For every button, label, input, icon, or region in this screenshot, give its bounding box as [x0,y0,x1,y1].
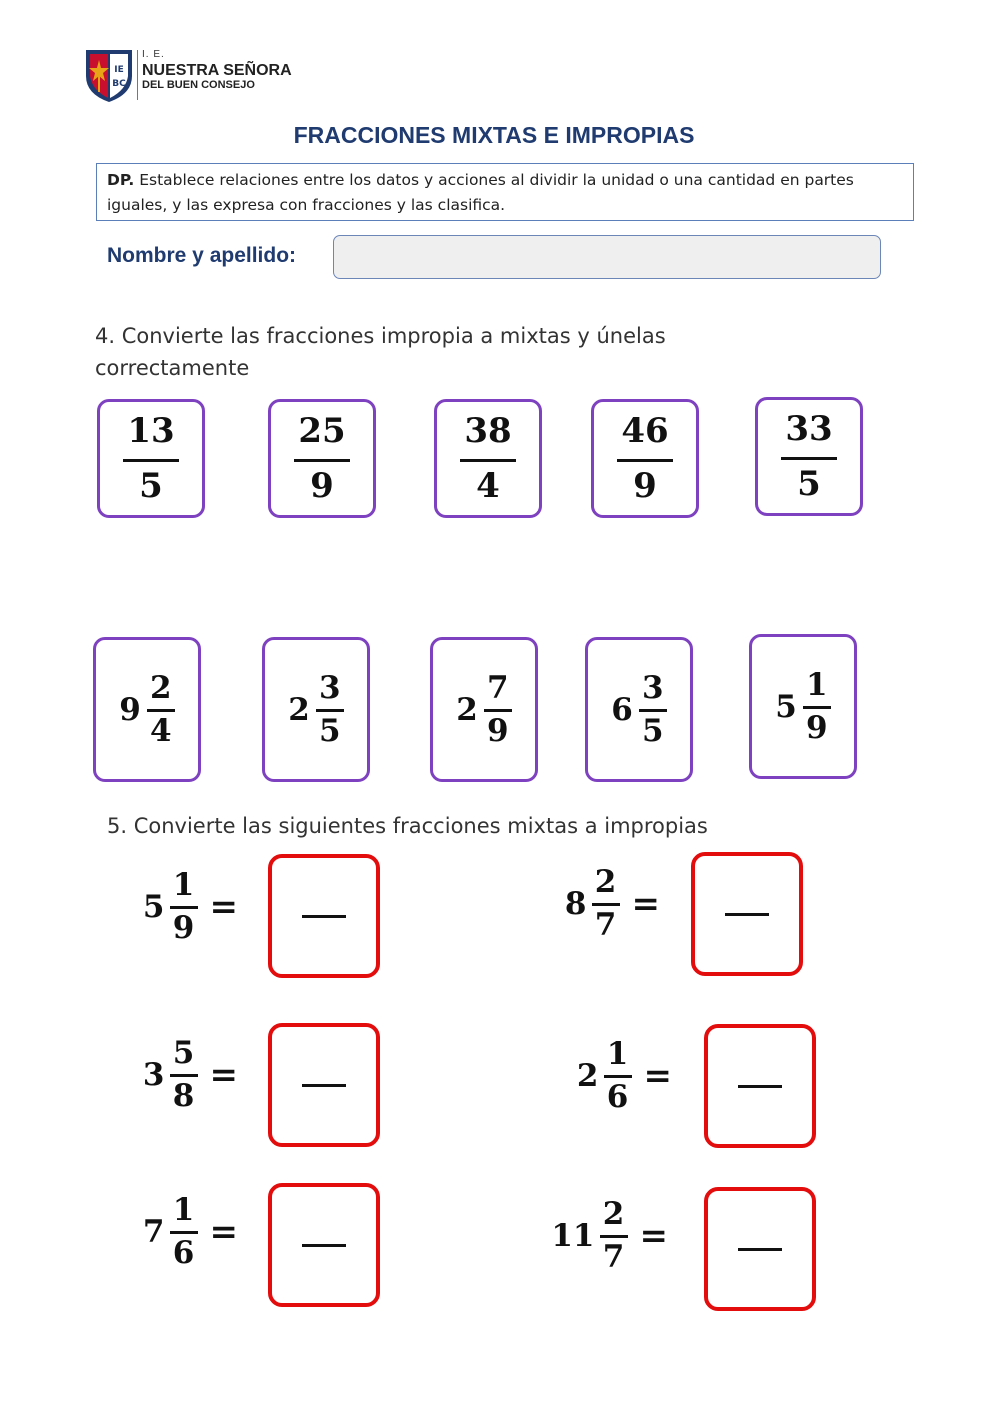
whole-part: 2 [288,691,310,728]
school-name: NUESTRA SEÑORA [142,62,292,79]
exercise5-instruction: 5. Convierte las siguientes fracciones mixtas a impropias [107,814,708,838]
numerator: 13 [127,411,175,451]
mixed-fraction-card[interactable] [585,637,693,782]
denominator: 9 [486,713,509,749]
equals-sign: = [209,1054,238,1095]
improper-fraction-card[interactable] [268,399,376,518]
numerator: 3 [318,670,341,706]
answer-fraction-bar [302,1084,346,1087]
improper-fraction-card[interactable] [591,399,699,518]
whole-part: 5 [142,888,165,925]
whole-part: 8 [564,885,587,922]
mixed-fraction-card[interactable] [430,637,538,782]
whole-part: 5 [775,688,797,725]
mixed-number [288,671,344,748]
answer-fraction-bar [302,1244,346,1247]
numerator: 3 [641,670,664,706]
denominator: 7 [594,907,617,943]
fraction [600,1197,628,1274]
mixed-number [456,671,512,748]
numerator: 1 [805,667,828,703]
denominator: 5 [797,464,821,504]
whole-part: 6 [611,691,633,728]
fraction-bar [592,903,620,906]
whole-part: 7 [142,1213,165,1250]
equals-sign: = [209,1211,238,1252]
numerator: 7 [486,670,509,706]
fraction-bar [604,1075,632,1078]
dp-text: Establece relaciones entre los datos y acciones al dividir la unidad o una cantidad en partes iguales, y las expresa con fracciones y las clasifica. [107,171,854,214]
numerator: 25 [298,411,346,451]
svg-text:BC: BC [112,79,126,89]
denominator: 4 [476,466,500,506]
equals-sign: = [643,1055,672,1096]
mixed-equation [500,865,660,942]
fraction [781,409,837,504]
mixed-number [119,671,175,748]
fraction [592,865,620,942]
fraction [170,1193,198,1270]
numerator: 1 [172,867,195,903]
whole-part: 11 [551,1217,595,1254]
mixed-equation [508,1197,668,1274]
school-name-block [142,50,292,91]
exercise4-instruction: 4. Convierte las fracciones impropia a mixtas y únelas correctamente [95,324,666,380]
fraction [316,671,344,748]
denominator: 6 [172,1235,195,1271]
numerator: 5 [172,1035,195,1071]
fraction [617,411,673,506]
fraction-bar [460,459,516,462]
whole-part: 2 [576,1057,599,1094]
answer-fraction-bar [738,1248,782,1251]
denominator: 5 [139,466,163,506]
fraction-bar [170,906,198,909]
equals-sign: = [631,883,660,924]
fraction-bar [294,459,350,462]
equals-sign: = [639,1215,668,1256]
name-input[interactable] [333,235,881,279]
mixed-equation [78,1193,238,1270]
mixed-equation [512,1037,672,1114]
numerator: 2 [602,1196,625,1232]
fraction [639,671,667,748]
school-subname: DEL BUEN CONSEJO [142,79,255,91]
numerator: 1 [172,1192,195,1228]
numerator: 46 [621,411,669,451]
school-prefix: I. E. [142,49,165,60]
numerator: 2 [149,670,172,706]
school-logo [84,46,134,104]
improper-fraction-card[interactable] [97,399,205,518]
answer-box[interactable] [268,854,380,978]
numerator: 2 [594,864,617,900]
fraction-bar [484,709,512,712]
fraction-bar [170,1231,198,1234]
fraction-bar [803,706,831,709]
mixed-fraction-card[interactable] [749,634,857,779]
numerator: 38 [464,411,512,451]
answer-box[interactable] [268,1183,380,1307]
denominator: 8 [172,1078,195,1114]
fraction-bar [781,457,837,460]
answer-fraction-bar [302,915,346,918]
denominator: 6 [606,1079,629,1115]
dp-label: DP. [107,171,135,189]
fraction-bar [170,1074,198,1077]
svg-text:IE: IE [114,65,124,75]
improper-fraction-card[interactable] [755,397,863,516]
answer-fraction-bar [738,1085,782,1088]
fraction [170,1036,198,1113]
answer-fraction-bar [725,913,769,916]
denominator: 5 [641,713,664,749]
fraction-bar [316,709,344,712]
page-title: FRACCIONES MIXTAS E IMPROPIAS [293,122,695,148]
logo-divider [137,50,138,100]
denominator: 5 [318,713,341,749]
whole-part: 3 [142,1056,165,1093]
denominator: 4 [149,713,172,749]
mixed-equation [78,1036,238,1113]
name-label: Nombre y apellido: [107,244,297,267]
denominator: 9 [172,910,195,946]
denominator: 9 [805,710,828,746]
denominator: 9 [310,466,334,506]
answer-box[interactable] [268,1023,380,1147]
numerator: 1 [606,1036,629,1072]
denominator: 9 [633,466,657,506]
fraction [170,868,198,945]
fraction [123,411,179,506]
fraction-bar [617,459,673,462]
numerator: 33 [785,409,833,449]
answer-box[interactable] [691,852,803,976]
fraction-bar [600,1235,628,1238]
fraction-bar [147,709,175,712]
mixed-number [611,671,667,748]
denominator: 7 [602,1239,625,1275]
fraction [294,411,350,506]
mixed-fraction-card[interactable] [262,637,370,782]
fraction [147,671,175,748]
fraction-bar [639,709,667,712]
fraction [460,411,516,506]
mixed-number [775,668,831,745]
whole-part: 9 [119,691,141,728]
dp-description-box [96,163,914,221]
mixed-fraction-card[interactable] [93,637,201,782]
answer-box[interactable] [704,1024,816,1148]
answer-box[interactable] [704,1187,816,1311]
improper-fraction-card[interactable] [434,399,542,518]
fraction [484,671,512,748]
fraction [604,1037,632,1114]
mixed-equation [78,868,238,945]
whole-part: 2 [456,691,478,728]
equals-sign: = [209,886,238,927]
fraction-bar [123,459,179,462]
fraction [803,668,831,745]
